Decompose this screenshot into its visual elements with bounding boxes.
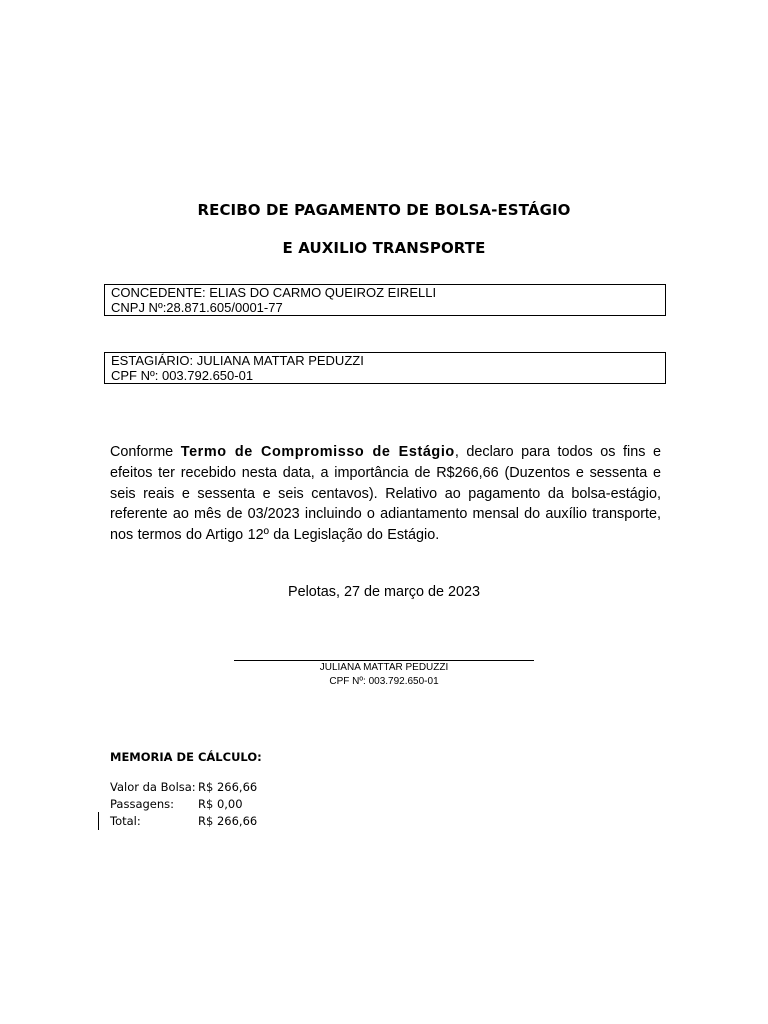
signature-line <box>234 660 534 661</box>
calc-value: R$ 266,66 <box>198 814 258 828</box>
place-date: Pelotas, 27 de março de 2023 <box>287 584 480 600</box>
paragraph-intro: Conforme <box>110 444 181 460</box>
concedente-name: CONCEDENTE: ELIAS DO CARMO QUEIROZ EIRELLI <box>111 285 437 300</box>
paragraph-body: , declaro para todos os fins e efeitos ter recebido nesta data, a importância de R$266,66 (Duzentos e sessenta e seis reais e sessenta e seis centavos). Relativo ao pagamento da bolsa-estágio, referente ao mês de 03/2023 incluindo o adiantamento mensal do auxílio transporte, nos termos do Artigo 12º da Legislação do Estágio. <box>110 444 661 544</box>
paragraph-term-bold: Termo de Compromisso de Estágio <box>180 444 455 460</box>
estagiario-name: ESTAGIÁRIO: JULIANA MATTAR PEDUZZI <box>111 353 364 368</box>
calc-label: Passagens: <box>110 797 175 811</box>
document-title-line2: E AUXILIO TRANSPORTE <box>282 239 486 257</box>
signature-cpf: CPF Nº: 003.792.650-01 <box>329 676 439 687</box>
text-cursor <box>98 812 99 830</box>
document-title-line1: RECIBO DE PAGAMENTO DE BOLSA-ESTÁGIO <box>197 201 571 219</box>
signature-name: JULIANA MATTAR PEDUZZI <box>319 662 449 673</box>
calc-label: Total: <box>110 814 141 828</box>
concedente-box <box>104 284 666 316</box>
estagiario-cpf: CPF Nº: 003.792.650-01 <box>111 368 254 383</box>
estagiario-box <box>104 352 666 384</box>
calc-label: Valor da Bolsa: <box>110 780 196 794</box>
calculation-heading: MEMORIA DE CÁLCULO: <box>110 750 262 764</box>
concedente-cnpj: CNPJ Nº:28.871.605/0001-77 <box>111 300 283 315</box>
calc-value: R$ 0,00 <box>198 797 243 811</box>
receipt-paragraph <box>110 442 661 546</box>
calc-value: R$ 266,66 <box>198 780 258 794</box>
